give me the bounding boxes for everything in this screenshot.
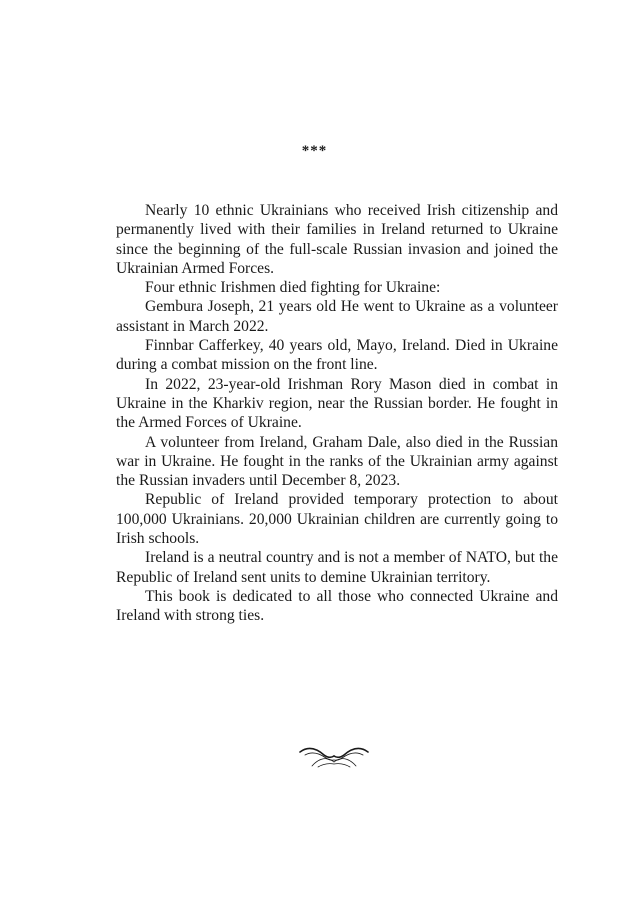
paragraph: A volunteer from Ireland, Graham Dale, also died in the Russian war in Ukraine. He fought in the ranks of the Ukrainian army against the Russian invaders until December 8, 2023. [116,433,558,490]
paragraph: Ireland is a neutral country and is not a member of NATO, but the Republic of Ireland sent units to demine Ukrainian territory. [116,549,558,586]
body-text [116,201,558,626]
flourish-ornament-icon [298,744,370,770]
paragraph: Nearly 10 ethnic Ukrainians who received Irish citizenship and permanently lived with their families in Ireland returned to Ukraine since the beginning of the full-scale Russian invasion and joined the Ukrainian Armed Forces. [116,202,558,277]
paragraph: Gembura Joseph, 21 years old He went to Ukraine as a volunteer assistant in March 2022. [116,298,558,335]
paragraph: This book is dedicated to all those who connected Ukraine and Ireland with strong ties. [116,587,558,625]
paragraph: Four ethnic Irishmen died fighting for Ukraine: [145,279,441,297]
section-separator: *** [301,143,328,159]
paragraph: Finnbar Cafferkey, 40 years old, Mayo, Ireland. Died in Ukraine during a combat mission on the front line. [116,337,558,374]
paragraph: Republic of Ireland provided temporary protection to about 100,000 Ukrainians. 20,000 Ukrainian children are currently going to Irish schools. [116,491,558,548]
paragraph: In 2022, 23-year-old Irishman Rory Mason died in combat in Ukraine in the Kharkiv region, near the Russian border. He fought in the Armed Forces of Ukraine. [116,375,558,432]
